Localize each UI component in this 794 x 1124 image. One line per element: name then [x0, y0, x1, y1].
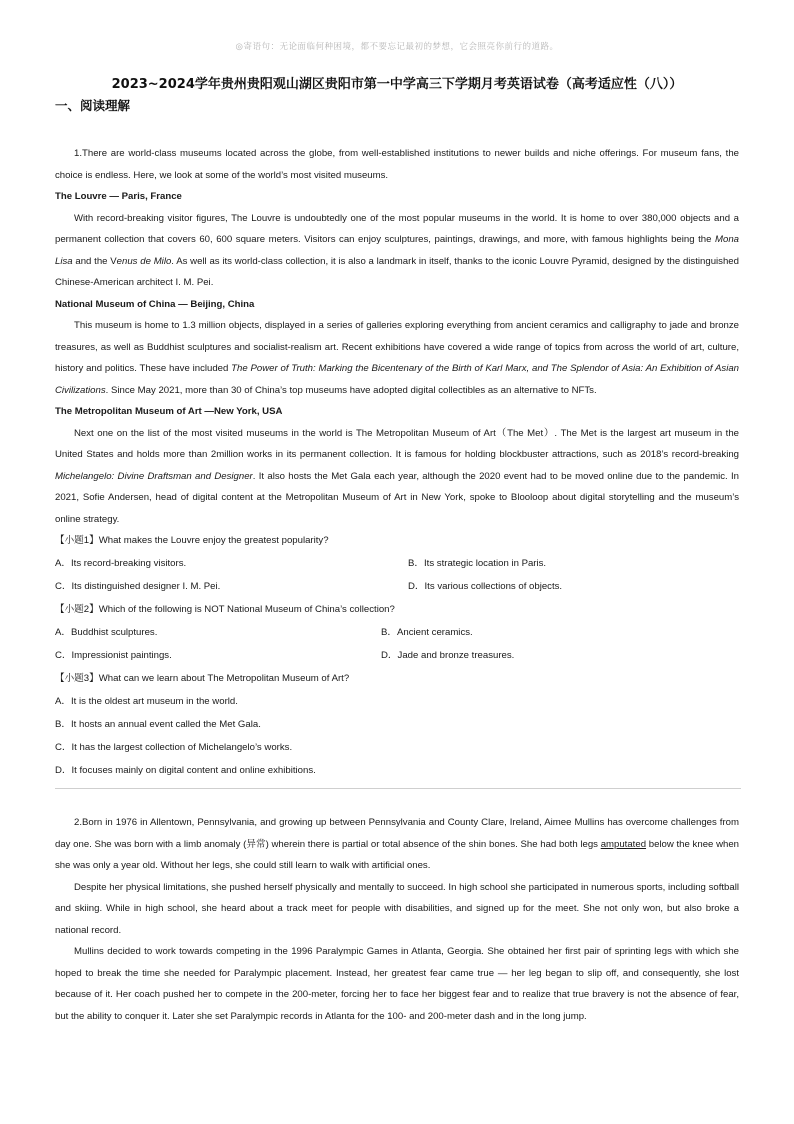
heading-national-museum: National Museum of China — Beijing, China — [55, 298, 255, 310]
option-c: C．Impressionist paintings. — [55, 650, 172, 661]
section-heading: 一、阅读理解 — [55, 98, 131, 113]
heading-met: The Metropolitan Museum of Art —New York, USA — [55, 406, 283, 417]
page-title: 2023~2024学年贵州贵阳观山湖区贵阳市第一中学高三下学期月考英语试卷（高考适应性（八）） — [111, 77, 683, 92]
question-2-options-row-1 — [55, 622, 739, 644]
paragraph-national-museum: This museum is home to 1.3 million objects, displayed in a series of galleries exploring everything from ancient ceramics and calligraphy to jade and bronze treasures, as well as Buddhist sculptures and socialist-realism art. Recent exhibitions have covered a wide range of topics from across the world of art, culture, history and politics. These have included The Power of Truth: Marking the Bicentenary of the Birth of Karl Marx, and The Splendor of Asia: An Exhibition of Asian Civilizations. Since May 2021, more than 30 of China’s top museums have adopted digital collectibles as an alternative to NFTs. — [55, 320, 740, 396]
passage-1 — [55, 143, 739, 783]
underlined-word: amputated — [600, 838, 647, 850]
option-a: A．Its record-breaking visitors. — [55, 558, 187, 569]
header-motto: ◎寄语句：无论面临何种困境，都不要忘记最初的梦想，它会照亮你前行的道路。 — [235, 42, 559, 52]
heading-louvre: The Louvre — Paris, France — [55, 191, 182, 202]
option-c: C．Its distinguished designer I. M. Pei. — [55, 581, 221, 592]
passage-2 — [55, 812, 739, 1027]
option-d: D．Jade and bronze treasures. — [381, 650, 515, 661]
option-b: B．It hosts an annual event called the Met Gala. — [55, 719, 261, 730]
paragraph-louvre: With record-breaking visitor figures, The Louvre is undoubtedly one of the most popular museums in the world. It is home to over 380,000 objects and a permanent collection that covers 60, 600 square meters. Visitors can enjoy sculptures, paintings, drawings, and more, with famous highlights being the Mona Lisa and the Venus de Milo. As well as its world-class collection, it is also a landmark in itself, thanks to the iconic Louvre Pyramid, designed by the distinguished Chinese-American architect I. M. Pei. — [55, 212, 739, 288]
passage-2-paragraph-3: Mullins decided to work towards competing in the 1996 Paralympic Games in Atlanta, Georgia. She obtained her first pair of sprinting legs with which she hoped to break the time she needed for Paralympic placement. Instead, her greatest fear came true — her leg began to slip off, and consequently, she lost because of it. Her coach pushed her to compete in the 200-meter, forcing her to face her biggest fear and to realize that true bravery is not the absence of fear, but the ability to conquer it. Later she set Paralympic records in Atlanta for the 100- and 200-meter dash and in the long jump. — [55, 946, 739, 1022]
passage-2-paragraph-2: Despite her physical limitations, she pushed herself physically and mentally to succeed. In high school she participated in numerous sports, including softball and skiing. While in high school, she heard about a track meet for people with disabilities, and signed up for the meet. She not only won, but also broke a national record. — [55, 881, 739, 936]
option-d: D．It focuses mainly on digital content and online exhibitions. — [55, 765, 316, 776]
question-1-options-row-2 — [55, 576, 739, 598]
question-1-options-row-1 — [55, 553, 739, 575]
question-3: 【小题3】What can we learn about The Metropolitan Museum of Art? — [55, 673, 350, 684]
question-1: 【小题1】What makes the Louvre enjoy the greatest popularity? — [55, 535, 329, 546]
paragraph-met: Next one on the list of the most visited museums in the world is The Metropolitan Museum of Art（The Met）. The Met is the largest art museum in the United States and holds more than 2million works in its permanent collection. It is famous for holding blockbuster attractions, such as 2018’s record-breaking Michelangelo: Divine Draftsman and Designer. It also hosts the Met Gala each year, although the 2020 event had to be moved online due to the pandemic. In 2021, Sofie Andersen, head of digital content at the Metropolitan Museum of Art in New York, spoke to Blooloop about digital storytelling and the museum’s online strategy. — [55, 427, 740, 525]
option-a: A．It is the oldest art museum in the world. — [55, 696, 238, 707]
option-b: B．Its strategic location in Paris. — [408, 558, 547, 569]
option-c: C．It has the largest collection of Michelangelo’s works. — [55, 742, 293, 753]
passage-2-paragraph-1: 2.Born in 1976 in Allentown, Pennsylvania, and growing up between Pennsylvania and County Clare, Ireland, Aimee Mullins has overcome challenges from day one. She was born with a limb anomaly (异常) wherein there is partial or total absence of the shin bones. She had both legs amputated below the knee when she was only a year old. Without her legs, she could still learn to walk with artificial ones. — [55, 817, 740, 871]
option-a: A．Buddhist sculptures. — [55, 627, 158, 638]
section-divider — [55, 788, 741, 789]
option-d: D．Its various collections of objects. — [408, 581, 563, 592]
passage-1-intro: 1.There are world-class museums located across the globe, from well-established institutions to newer builds and niche offerings. For museum fans, the choice is endless. Here, we look at some of the world’s most visited museums. — [55, 148, 739, 181]
question-2: 【小题2】Which of the following is NOT National Museum of China’s collection? — [55, 604, 395, 615]
question-2-options-row-2 — [55, 645, 739, 667]
option-b: B．Ancient ceramics. — [381, 627, 473, 638]
